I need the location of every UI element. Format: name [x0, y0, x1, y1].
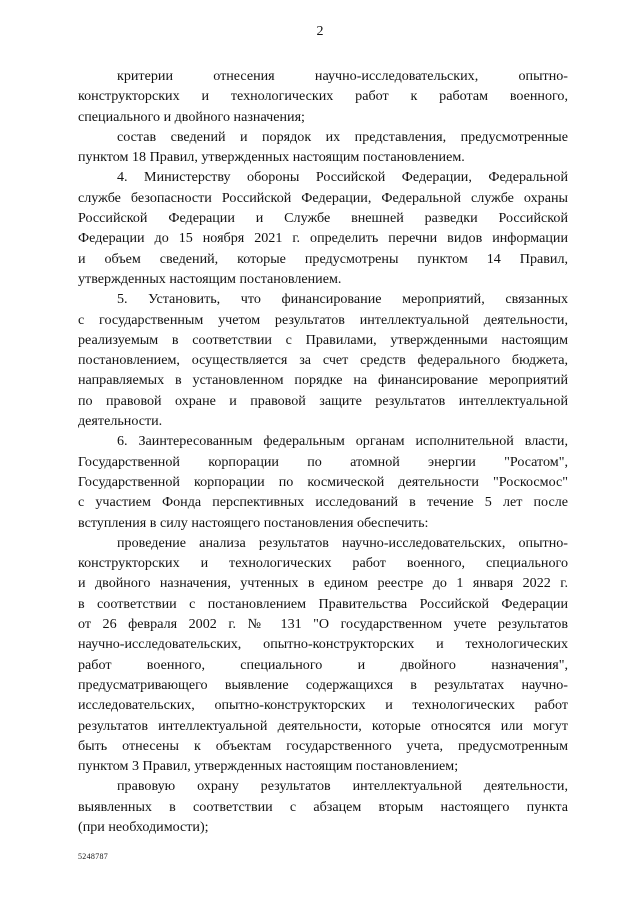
text-line: научно-исследовательских, опытно-конструкторских и технологических [78, 636, 568, 653]
text-line: исследовательских, опытно-конструкторских и технологических работ [78, 697, 568, 714]
text-line: быть отнесены к объектам государственного учета, предусмотренным [78, 737, 568, 754]
text-line: конструкторских и технологических работ военного, специального [78, 555, 568, 572]
text-line: деятельности. [78, 413, 163, 430]
text-line: службе безопасности Российской Федерации, Федеральной службе охраны [78, 189, 568, 206]
text-line: выявленных в соответствии с абзацем вторым настоящего пункта [78, 798, 568, 815]
text-line: Федерации до 15 ноября 2021 г. определить перечни видов информации [78, 230, 568, 247]
text-line: направляемых в установленном порядке на финансирование мероприятий [78, 372, 568, 389]
paragraph-p2 [78, 127, 568, 168]
text-line: специального и двойного назначения; [78, 108, 305, 125]
paragraph-p7 [78, 776, 568, 837]
text-line: пунктом 18 Правил, утвержденных настоящим постановлением. [78, 149, 465, 166]
text-line: реализуемым в соответствии с Правилами, утвержденными настоящим [78, 331, 568, 348]
text-line: и двойного назначения, учтенных в едином реестре до 1 января 2022 г. [78, 575, 568, 592]
text-line: 6. Заинтересованным федеральным органам исполнительной власти, [117, 433, 568, 450]
text-line: Государственной корпорации по космической деятельности "Роскосмос" [78, 473, 568, 490]
paragraph-p3 [78, 167, 568, 289]
text-line: результатов интеллектуальной деятельности, которые относятся или могут [78, 717, 568, 734]
paragraph-p4 [78, 289, 568, 431]
text-line: Российской Федерации и Службе внешней разведки Российской [78, 210, 568, 227]
paragraph-p6 [78, 533, 568, 777]
paragraph-p1 [78, 66, 568, 127]
text-line: проведение анализа результатов научно-исследовательских, опытно- [117, 534, 568, 551]
text-line: 5. Установить, что финансирование мероприятий, связанных [117, 291, 568, 308]
document-body [78, 66, 568, 837]
page-number: 2 [316, 24, 324, 39]
document-code: 5248787 [78, 852, 109, 861]
text-line: правовую охрану результатов интеллектуальной деятельности, [117, 778, 568, 795]
text-line: состав сведений и порядок их представления, предусмотренные [117, 128, 568, 145]
text-line: с государственным учетом результатов интеллектуальной деятельности, [78, 311, 568, 328]
text-line: постановлением, осуществляется за счет средств федерального бюджета, [78, 352, 568, 369]
text-line: критерии отнесения научно-исследовательских, опытно- [117, 68, 568, 84]
text-line: от 26 февраля 2002 г. № 131 "О государственном учете результатов [78, 616, 568, 633]
text-line: конструкторских и технологических работ к работам военного, [78, 88, 568, 105]
text-line: по правовой охране и правовой защите результатов интеллектуальной [78, 392, 568, 409]
text-line: вступления в силу настоящего постановления обеспечить: [78, 514, 429, 531]
text-line: (при необходимости); [78, 818, 209, 835]
text-line: работ военного, специального и двойного назначения", [78, 656, 568, 673]
text-line: и объем сведений, которые предусмотрены пунктом 14 Правил, [78, 250, 568, 267]
text-line: 4. Министерству обороны Российской Федерации, Федеральной [117, 169, 568, 186]
text-line: предусматривающего выявление содержащихся в результатах научно- [78, 676, 568, 693]
paragraph-p5 [78, 431, 568, 532]
text-line: в соответствии с постановлением Правительства Российской Федерации [78, 595, 568, 612]
text-line: Государственной корпорации по атомной энергии "Росатом", [78, 453, 568, 470]
text-line: утвержденных настоящим постановлением. [78, 270, 342, 287]
text-line: пунктом 3 Правил, утвержденных настоящим постановлением; [78, 758, 459, 775]
text-line: с участием Фонда перспективных исследований в течение 5 лет после [78, 494, 568, 511]
